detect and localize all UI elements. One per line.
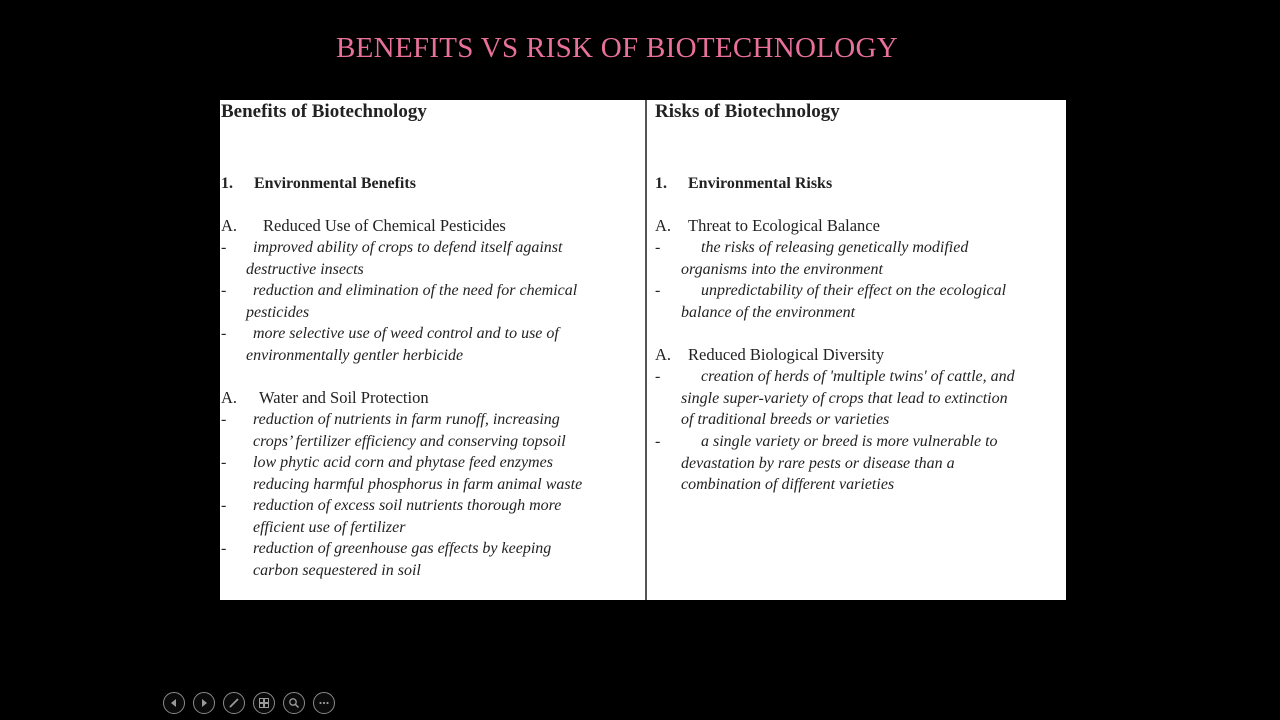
item-line: balance of the environment: [681, 303, 856, 321]
zoom-icon: [288, 697, 300, 709]
list-item: [220, 452, 645, 496]
slides-grid-icon: [258, 697, 270, 709]
next-slide-button[interactable]: [193, 692, 215, 714]
slide-title: BENEFITS VS RISK OF BIOTECHNOLOGY: [335, 32, 899, 64]
item-line: the risks of releasing genetically modified: [701, 239, 969, 256]
sub-letter: A.: [655, 345, 672, 364]
list-item: [220, 495, 645, 539]
bullet-dash: -: [655, 433, 661, 450]
risks-header: Risks of Biotechnology: [655, 101, 840, 122]
bullet-dash: -: [221, 411, 227, 428]
list-item: [220, 323, 645, 367]
item-line: combination of different varieties: [681, 476, 895, 493]
sub-letter: A.: [221, 216, 238, 235]
benefits-header: Benefits of Biotechnology: [221, 101, 427, 122]
item-line: unpredictability of their effect on the ecological: [701, 282, 1007, 299]
item-line: improved ability of crops to defend itself against: [253, 239, 563, 256]
section-number: 1.: [221, 175, 233, 192]
bullet-dash: -: [221, 497, 227, 514]
list-item: [220, 409, 645, 453]
benefits-sub1-heading: [221, 216, 506, 236]
sub-letter: A.: [655, 216, 672, 235]
sub-letter: A.: [221, 388, 238, 407]
bullet-dash: -: [655, 282, 661, 299]
zoom-button[interactable]: [283, 692, 305, 714]
sub-title: Reduced Biological Diversity: [688, 345, 885, 364]
item-line: devastation by rare pests or disease than a: [681, 454, 955, 472]
bullet-dash: -: [655, 239, 661, 256]
item-line: destructive insects: [246, 260, 364, 278]
bullet-dash: -: [221, 454, 227, 471]
item-line: low phytic acid corn and phytase feed enzymes: [253, 454, 553, 471]
item-line: environmentally gentler herbicide: [246, 346, 464, 364]
item-line: reduction of excess soil nutrients thorough more: [253, 497, 562, 514]
bullet-dash: -: [221, 282, 227, 299]
item-line: single super-variety of crops that lead to extinction: [681, 389, 1008, 407]
item-line: carbon sequestered in soil: [253, 561, 421, 579]
item-line: reduction of greenhouse gas effects by keeping: [253, 540, 552, 557]
risks-sub1-heading: [655, 216, 880, 236]
list-item: [647, 366, 1064, 432]
pen-button[interactable]: [223, 692, 245, 714]
previous-slide-button[interactable]: [163, 692, 185, 714]
more-icon: [318, 697, 330, 709]
section-number: 1.: [655, 175, 667, 192]
list-item: [220, 237, 645, 281]
item-line: organisms into the environment: [681, 260, 883, 278]
item-line: creation of herds of 'multiple twins' of cattle, and: [701, 368, 1015, 385]
item-line: reducing harmful phosphorus in farm animal waste: [253, 475, 583, 493]
bullet-dash: -: [221, 239, 227, 256]
list-item: [220, 280, 645, 324]
bullet-dash: -: [221, 325, 227, 342]
item-line: crops’ fertilizer efficiency and conserving topsoil: [253, 432, 566, 450]
benefits-column: [220, 100, 647, 600]
item-line: efficient use of fertilizer: [253, 518, 406, 536]
item-line: a single variety or breed is more vulnerable to: [701, 433, 998, 450]
item-line: more selective use of weed control and to use of: [253, 325, 559, 342]
previous-icon: [168, 697, 180, 709]
see-all-slides-button[interactable]: [253, 692, 275, 714]
risks-column: [647, 100, 1066, 600]
list-item: [220, 538, 645, 582]
sub-title: Water and Soil Protection: [259, 388, 429, 407]
item-line: of traditional breeds or varieties: [681, 411, 890, 428]
list-item: [647, 280, 1064, 324]
item-line: pesticides: [246, 303, 310, 321]
bullet-dash: -: [221, 540, 227, 557]
item-line: reduction and elimination of the need for chemical: [253, 282, 578, 299]
section-label: Environmental Risks: [688, 175, 833, 192]
sub-title: Reduced Use of Chemical Pesticides: [263, 216, 506, 235]
risks-section-title: [655, 175, 832, 193]
presentation-toolbar: [163, 692, 335, 714]
list-item: [647, 237, 1064, 281]
list-item: [647, 431, 1064, 497]
benefits-section-title: [221, 175, 416, 193]
benefits-sub2-heading: [221, 388, 429, 408]
pen-icon: [228, 697, 240, 709]
more-options-button[interactable]: [313, 692, 335, 714]
comparison-table: [220, 100, 1066, 600]
sub-title: Threat to Ecological Balance: [688, 216, 880, 235]
next-icon: [198, 697, 210, 709]
item-line: reduction of nutrients in farm runoff, increasing: [253, 411, 560, 428]
risks-sub2-heading: [655, 345, 884, 365]
section-label: Environmental Benefits: [254, 175, 416, 192]
bullet-dash: -: [655, 368, 661, 385]
